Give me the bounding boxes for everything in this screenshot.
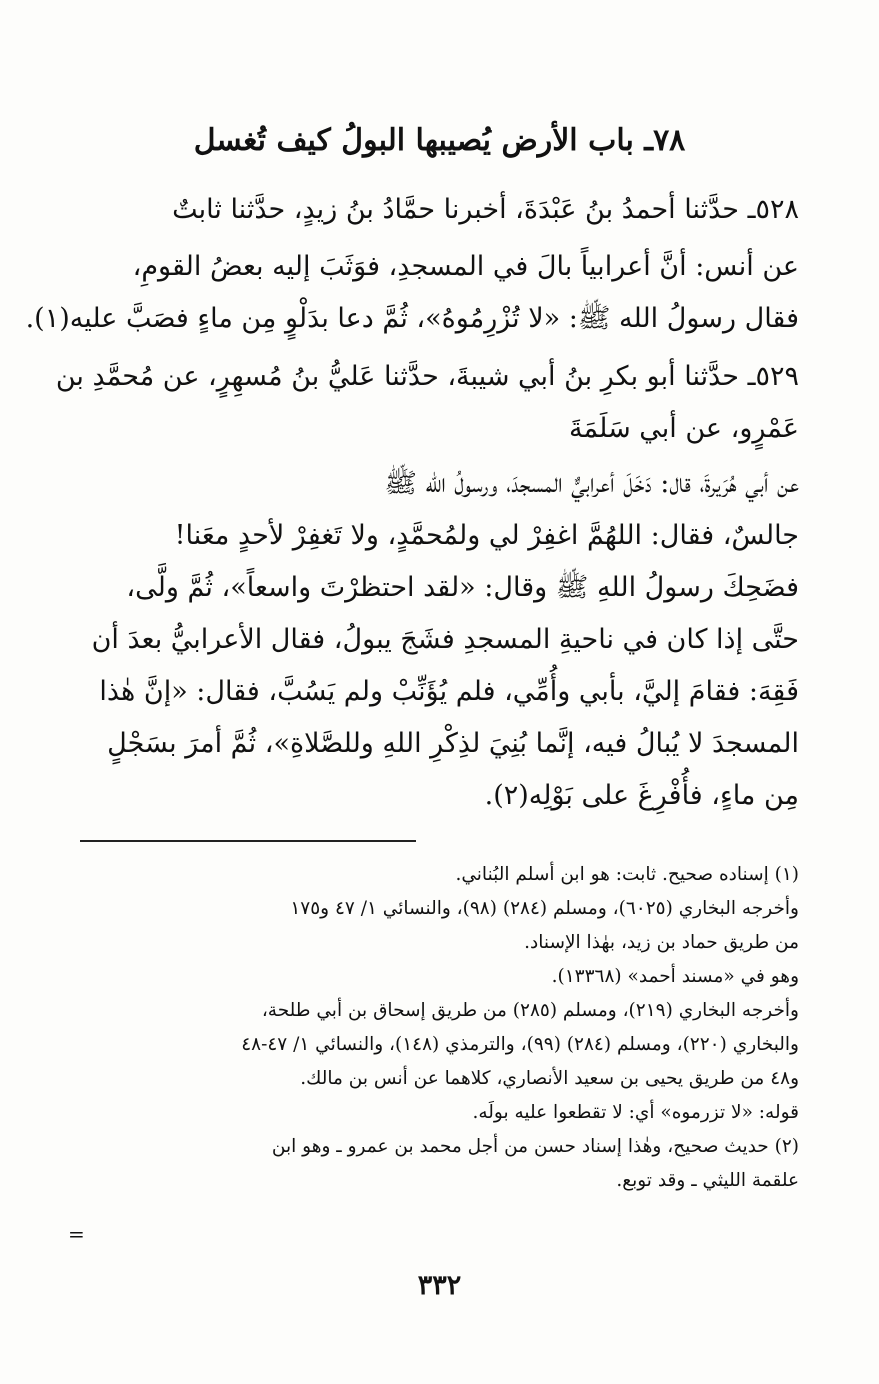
text-line: فَقِهَ: فقامَ إليَّ، بأبي وأُمِّي، فلم يُؤَنِّبْ ولم يَسُبَّ، فقال: «إنَّ هٰذا [99,676,799,707]
hadith-528-text [25,241,799,345]
text-line: عن أنس: أنَّ أعرابياً بالَ في المسجدِ، فوَثَبَ إليه بعضُ القومِ، [132,251,799,282]
text-line: ٥٢٩ـ حدَّثنا أبو بكرِ بنُ أبي شيبةَ، حدَّثنا عَليُّ بنُ مُسهِرٍ، عن مُحمَّدِ بن [55,361,799,392]
continuation-mark: = [68,1222,85,1246]
text-line: فقال رسولُ الله ﷺ: «لا تُزْرِمُوهُ»، ثُمَّ دعا بدَلْوٍ مِن ماءٍ فصَبَّ عليه(١). [25,303,799,334]
footnotes [78,858,799,1198]
footnote-line: من طريق حماد بن زيد، بهٰذا الإسناد. [524,932,799,953]
text-line: جالسٌ، فقال: اللهُمَّ اغفِرْ لي ولمُحمَّدٍ، ولا تَغفِرْ لأحدٍ معَنا! [174,520,799,551]
footnote-line: والبخاري (٢٢٠)، ومسلم (٢٨٤) (٩٩)، والترمذي (١٤٨)، والنسائي ١/ ٤٧-٤٨ [241,1034,799,1055]
footnote-separator [80,840,416,842]
footnote-line: قوله: «لا تزرموه» أي: لا تقطعوا عليه بولَه. [472,1102,799,1123]
text-line: حتَّى إذا كان في ناحيةِ المسجدِ فشَجَ يبولُ، فقال الأعرابيُّ بعدَ أن [91,624,799,655]
hadith-529-text [78,458,799,822]
footnote-line: وهو في «مسند أحمد» (١٣٣٦٨). [551,966,799,987]
footnote-line: و٤٨ من طريق يحيى بن سعيد الأنصاري، كلاهما عن أنس بن مالك. [300,1068,799,1089]
chapter-title: ٧٨ـ باب الأرض يُصيبها البولُ كيف تُغسل [193,123,686,158]
text-line: عن أبي هُرَيرةَ، قال: دَخَلَ أعرابيٌّ المسجدَ، ورسولُ الله ﷺ [384,468,799,499]
footnote-line: وأخرجه البخاري (٦٠٢٥)، ومسلم (٢٨٤) (٩٨)، والنسائي ١/ ٤٧ و١٧٥ [290,898,799,919]
footnote-line: وأخرجه البخاري (٢١٩)، ومسلم (٢٨٥) من طريق إسحاق بن أبي طلحة، [261,1000,799,1021]
text-line: فضَحِكَ رسولُ اللهِ ﷺ وقال: «لقد احتظرْتَ واسعاً»، ثُمَّ ولَّى، [126,572,799,603]
text-line: عَمْرٍو، عن أبي سَلَمَةَ [569,413,799,444]
hadith-528-isnad: ٥٢٨ـ حدَّثنا أحمدُ بنُ عَبْدَةَ، أخبرنا حمَّادُ بنُ زيدٍ، حدَّثنا ثابتٌ [172,194,799,225]
text-line: المسجدَ لا يُبالُ فيه، إنَّما بُنِيَ لذِكْرِ اللهِ وللصَّلاةِ»، ثُمَّ أمرَ بسَجْلٍ [107,728,799,759]
footnote-line: (٢) حديث صحيح، وهٰذا إسناد حسن من أجل محمد بن عمرو ـ وهو ابن [271,1136,799,1157]
footnote-line: علقمة الليثي ـ وقد توبع. [616,1170,799,1191]
hadith-529-chain [55,351,799,455]
page-number: ٣٣٢ [417,1270,462,1301]
hadith-528-chain [78,184,799,236]
footnote-line: (١) إسناده صحيح. ثابت: هو ابن أسلم البُناني. [455,864,799,885]
text-line: مِن ماءٍ، فأُفْرِغَ على بَوْلِه(٢). [484,780,799,811]
